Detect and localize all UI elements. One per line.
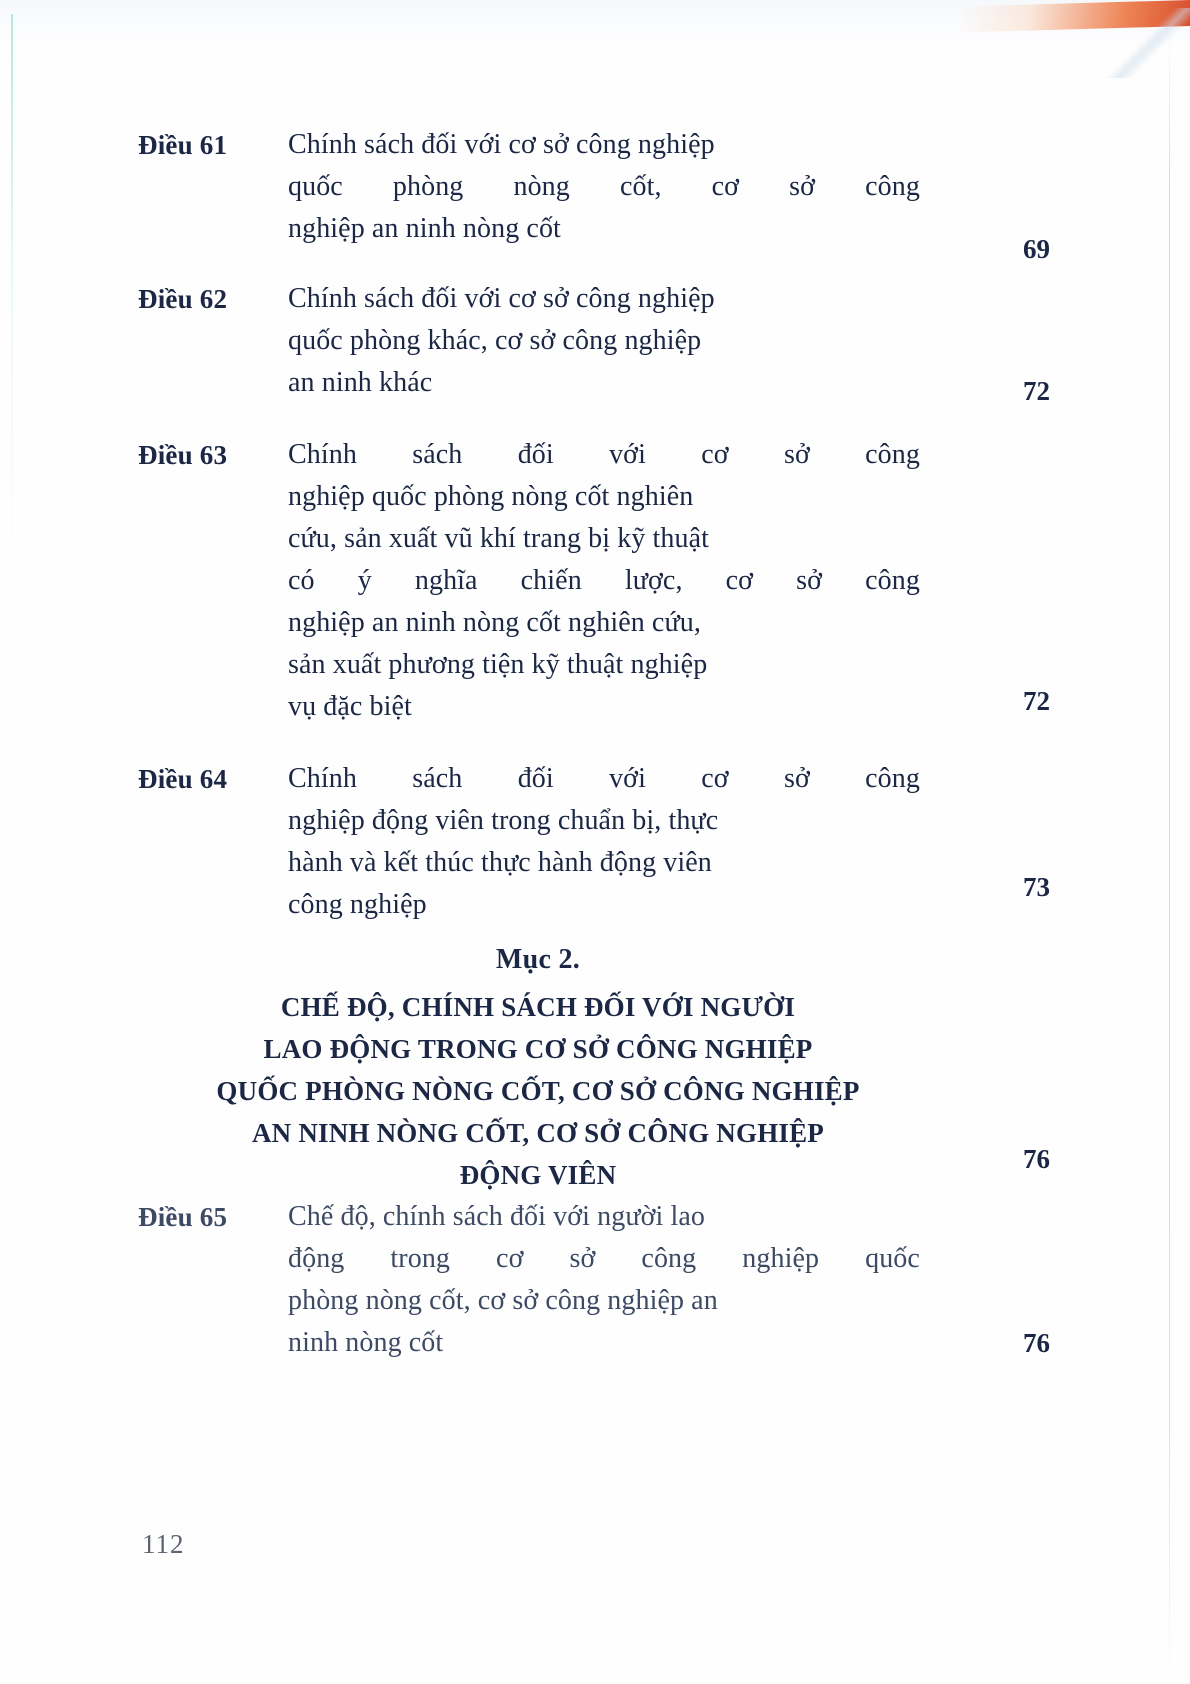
- toc-line-text: quốc: [288, 171, 343, 202]
- toc-line-text: cứu, sản xuất vũ khí trang bị kỹ thuật: [288, 523, 710, 554]
- section-heading-line-3: [128, 1070, 948, 1112]
- toc-line-text: động: [288, 1243, 345, 1274]
- section-heading-text: QUỐC PHÒNG NÒNG CỐT, CƠ SỞ CÔNG NGHIỆP: [216, 1076, 860, 1106]
- toc-line-text: nghiệp an ninh nòng cốt nghiên cứu,: [288, 607, 701, 638]
- toc-entry-label: Điều 63: [138, 440, 228, 470]
- toc-line-text: ninh nòng cốt: [288, 1327, 444, 1358]
- section-heading-text: ĐỘNG VIÊN: [459, 1160, 617, 1190]
- toc-entry-dieu-62: [138, 278, 1038, 404]
- toc-line-text: an ninh khác: [288, 367, 433, 398]
- toc-line-text: vụ đặc biệt: [288, 691, 412, 722]
- toc-entry-line: [288, 208, 920, 250]
- footer-page-number: 112: [142, 1529, 185, 1559]
- toc-line-text: Chính: [288, 439, 357, 470]
- toc-entry-label: Điều 64: [138, 764, 228, 794]
- toc-entry-dieu-63: [138, 434, 1038, 728]
- toc-entry-line: [288, 686, 920, 728]
- toc-entry-line: [288, 278, 920, 320]
- toc-line-text: nghiệp quốc phòng nòng cốt nghiên: [288, 481, 694, 512]
- toc-entry-title: [288, 124, 920, 250]
- toc-entry-line: [288, 476, 920, 518]
- toc-line-text: Chính sách đối với cơ sở công nghiệp: [288, 129, 715, 160]
- scan-corner-fold-artifact: [1070, 8, 1190, 78]
- toc-entry-line: [288, 124, 920, 166]
- toc-line-text: hành và kết thúc thực hành động viên: [288, 847, 712, 878]
- toc-entry-line: Chính sách đối với cơ sở công: [288, 758, 920, 800]
- toc-entry-title: [288, 278, 920, 404]
- toc-entry-dieu-65: [138, 1196, 1038, 1364]
- toc-entry-line: [288, 1196, 920, 1238]
- toc-entry-line: [288, 362, 920, 404]
- toc-line-text: Chính sách đối với cơ sở công nghiệp: [288, 283, 715, 314]
- toc-entry-dieu-65-block: [138, 1196, 1038, 1364]
- toc-line-text: công nghiệp: [288, 889, 427, 920]
- section-heading-line-4: [138, 1112, 938, 1154]
- toc-line-text: Chính: [288, 763, 357, 794]
- toc-line-text: phòng nòng cốt, cơ sở công nghiệp an: [288, 1285, 718, 1316]
- toc-entry-line: [288, 602, 920, 644]
- toc-entry-title: [288, 758, 920, 926]
- toc-entry-label: Điều 62: [138, 284, 228, 314]
- toc-entry-line: [288, 800, 920, 842]
- scan-left-edge-artifact: [11, 14, 13, 574]
- toc-line-text: có: [288, 565, 315, 596]
- toc-line-text: quốc phòng khác, cơ sở công nghiệp: [288, 325, 702, 356]
- section-heading-text: LAO ĐỘNG TRONG CƠ SỞ CÔNG NGHIỆP: [263, 1034, 813, 1064]
- section-number-title: Mục 2.: [495, 944, 581, 975]
- toc-page-number-dieu-62: 72: [1023, 376, 1050, 406]
- toc-entry-line: có ý nghĩa chiến lược, cơ sở công: [288, 560, 920, 602]
- toc-entry-line: [288, 884, 920, 926]
- toc-entry-line: [288, 1280, 920, 1322]
- toc-entry-title: [288, 434, 920, 728]
- toc-line-text: nghiệp động viên trong chuẩn bị, thực: [288, 805, 719, 836]
- toc-entry-line: [288, 518, 920, 560]
- toc-entry-line: [288, 644, 920, 686]
- toc-page-number-dieu-64: 73: [1023, 872, 1050, 902]
- section-heading-line-2: [138, 1028, 938, 1070]
- toc-entry-line: [288, 1322, 920, 1364]
- toc-entry-line: [288, 842, 920, 884]
- toc-entry-title: [288, 1196, 920, 1364]
- toc-entry-dieu-61: [138, 124, 1038, 250]
- table-of-contents: [138, 124, 1038, 926]
- toc-entry-label: Điều 65: [138, 1202, 228, 1232]
- toc-page-number-dieu-61: 69: [1023, 234, 1050, 264]
- toc-line-text: nghiệp an ninh nòng cốt: [288, 213, 561, 244]
- toc-entry-line: quốc phòng nòng cốt, cơ sở công: [288, 166, 920, 208]
- section-heading-block: [138, 938, 938, 982]
- toc-page-number-dieu-63: 72: [1023, 686, 1050, 716]
- toc-page-number-dieu-65: 76: [1023, 1328, 1050, 1358]
- section-page-number: 76: [1023, 1144, 1050, 1174]
- toc-entry-line: [288, 320, 920, 362]
- section-heading-line-5: [138, 1154, 938, 1196]
- toc-entry-dieu-64: [138, 758, 1038, 926]
- section-heading-line-1: [138, 986, 938, 1028]
- scan-right-edge-artifact: [1169, 30, 1170, 1670]
- toc-line-text: sản xuất phương tiện kỹ thuật nghiệp: [288, 649, 708, 680]
- toc-entry-line: Chính sách đối với cơ sở công: [288, 434, 920, 476]
- section-heading-text: AN NINH NÒNG CỐT, CƠ SỞ CÔNG NGHIỆP: [251, 1118, 825, 1148]
- toc-entry-line: động trong cơ sở công nghiệp quốc: [288, 1238, 920, 1280]
- toc-entry-label: Điều 61: [138, 130, 228, 160]
- section-heading-text: CHẾ ĐỘ, CHÍNH SÁCH ĐỐI VỚI NGƯỜI: [280, 992, 796, 1022]
- toc-line-text: Chế độ, chính sách đối với người lao: [288, 1201, 705, 1232]
